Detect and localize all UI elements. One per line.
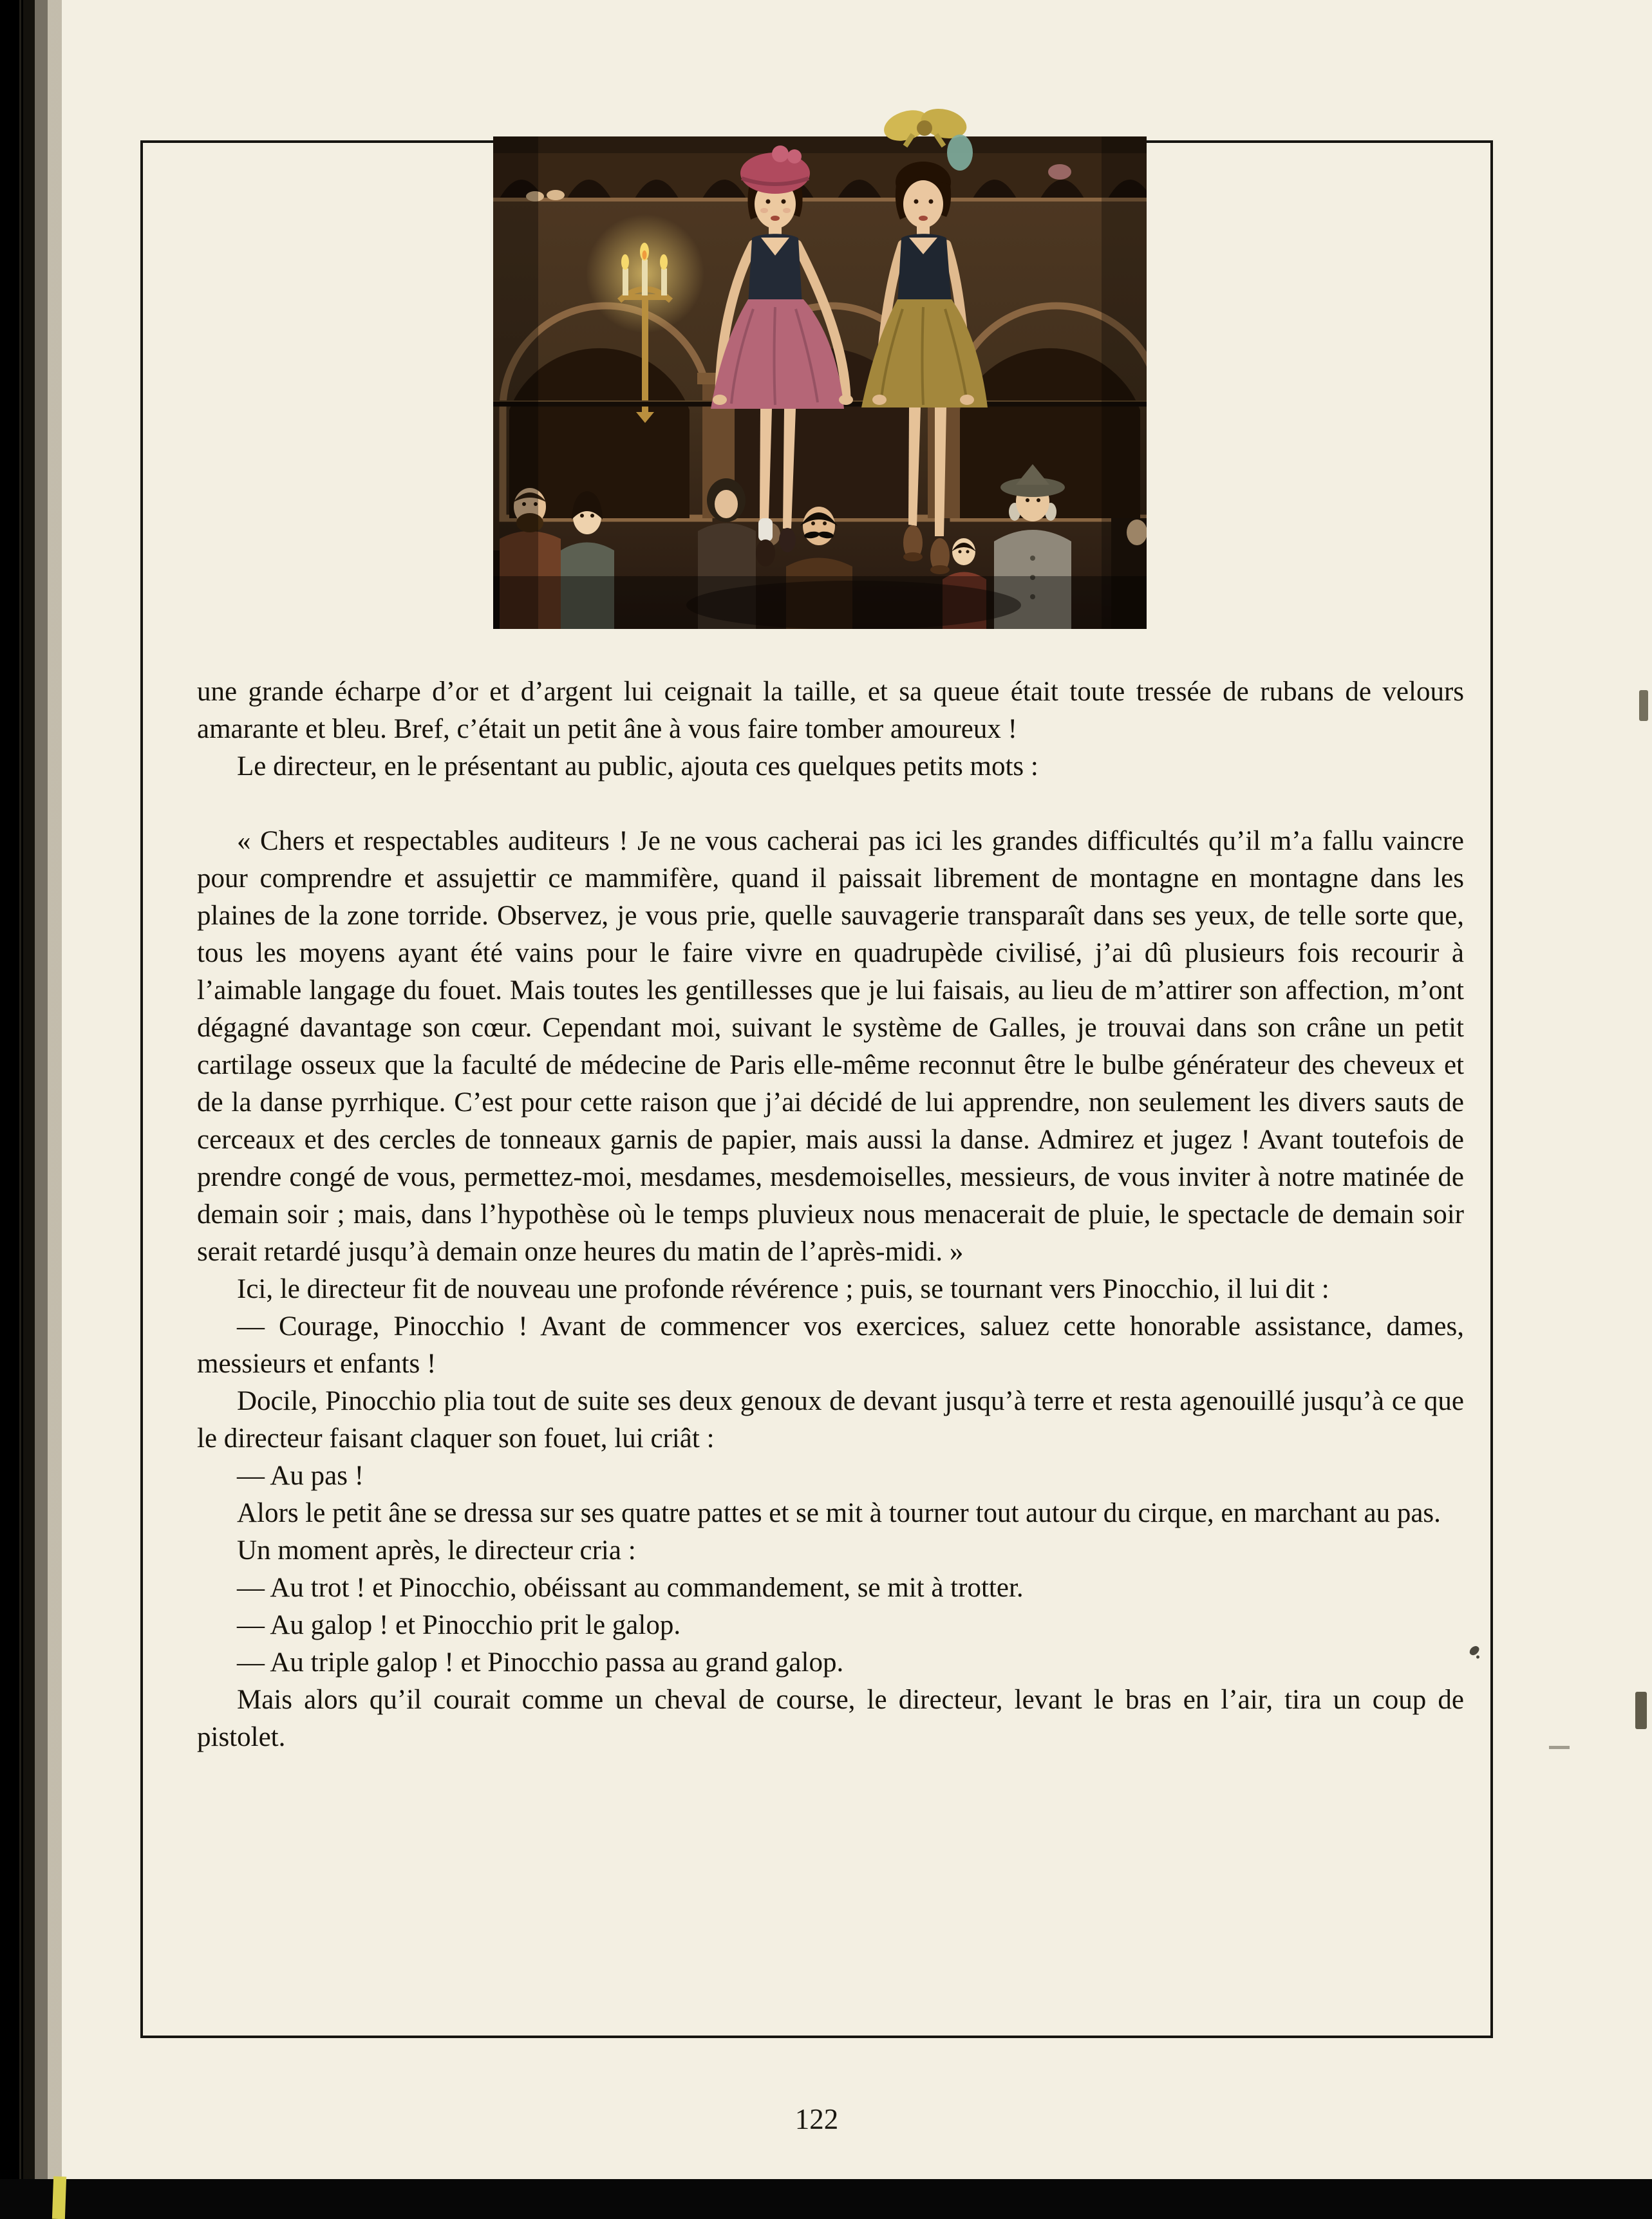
paragraph: — Au pas ! [237, 1461, 364, 1491]
page-edge-mark [1635, 1692, 1647, 1729]
paragraph: « Chers et respectables auditeurs ! Je ne vous cacherai pas ici les grandes difficultés qu’il m’a fallu vaincre pour comprendre et assujettir ce mammifère, quand il paissait librement de montagne en montagne dans les plaines de la zone torride. Observez, je vous prie, quelle sauvagerie transparaît dans ses yeux, de telle sorte que, tous les moyens ayant été vains pour le faire vivre en quadrupède civilisé, j’ai dû plusieurs fois recourir à l’aimable langage du fouet. Mais toutes les gentillesses que je lui faisais, au lieu de m’attirer son affection, m’ont dégagné davantage son cœur. Cependant moi, suivant le système de Galles, je trouvai dans son crâne un petit cartilage osseux que la faculté de médecine de Paris elle-même reconnut être le bulbe générateur des cheveux et de la danse pyrrhique. C’est pour cette raison que j’ai décidé de lui apprendre, non seulement les divers sauts de cerceaux et des cercles de tonneaux garnis de papier, mais aussi la danse. Admirez et jugez ! Avant toutefois de prendre congé de vous, permettez-moi, mesdames, mesdemoiselles, messieurs, de vous inviter à notre matinée de demain soir ; mais, dans l’hypothèse où le temps pluvieux nous menacerait de pluie, le spectacle de demain soir serait retardé jusqu’à demain onze heures du matin de l’après-midi. » [197, 826, 1464, 1267]
book-spine-shadow [0, 0, 76, 2219]
page-edge-sliver [52, 2177, 66, 2219]
body-text [197, 673, 1464, 1756]
paragraph: — Courage, Pinocchio ! Avant de commencer vos exercices, saluez cette honorable assistance, dames, messieurs et enfants ! [197, 1311, 1464, 1379]
page-number: 122 [794, 2103, 839, 2135]
paragraph: — Au triple galop ! et Pinocchio passa au grand galop. [237, 1647, 844, 1678]
scan-bottom-edge [0, 2179, 1652, 2219]
paragraph: Alors le petit âne se dressa sur ses quatre pattes et se mit à tourner tout autour du cirque, en marchant au pas. [237, 1498, 1441, 1528]
margin-mark [1549, 1746, 1570, 1749]
page-stack-edge [19, 0, 21, 2219]
page-edge-mark [1639, 690, 1648, 721]
paragraph: — Au trot ! et Pinocchio, obéissant au commandement, se mit à trotter. [237, 1573, 1024, 1603]
paragraph: Mais alors qu’il courait comme un cheval de course, le directeur, levant le bras en l’air, tira un coup de pistolet. [197, 1685, 1464, 1752]
paragraph: — Au galop ! et Pinocchio prit le galop. [237, 1610, 681, 1640]
paragraph: Un moment après, le directeur cria : [237, 1535, 636, 1566]
paragraph: Le directeur, en le présentant au public, ajouta ces quelques petits mots : [237, 751, 1038, 782]
paragraph: Ici, le directeur fit de nouveau une profonde révérence ; puis, se tournant vers Pinocchio, il lui dit : [237, 1274, 1329, 1304]
circus-illustration [493, 106, 1147, 629]
paragraph: une grande écharpe d’or et d’argent lui ceignait la taille, et sa queue était toute tressée de rubans de velours amarante et bleu. Bref, c’était un petit âne à vous faire tomber amoureux ! [197, 677, 1464, 744]
paragraph: Docile, Pinocchio plia tout de suite ses deux genoux de devant jusqu’à terre et resta agenouillé jusqu’à ce que le directeur faisant claquer son fouet, lui criât : [197, 1386, 1464, 1454]
